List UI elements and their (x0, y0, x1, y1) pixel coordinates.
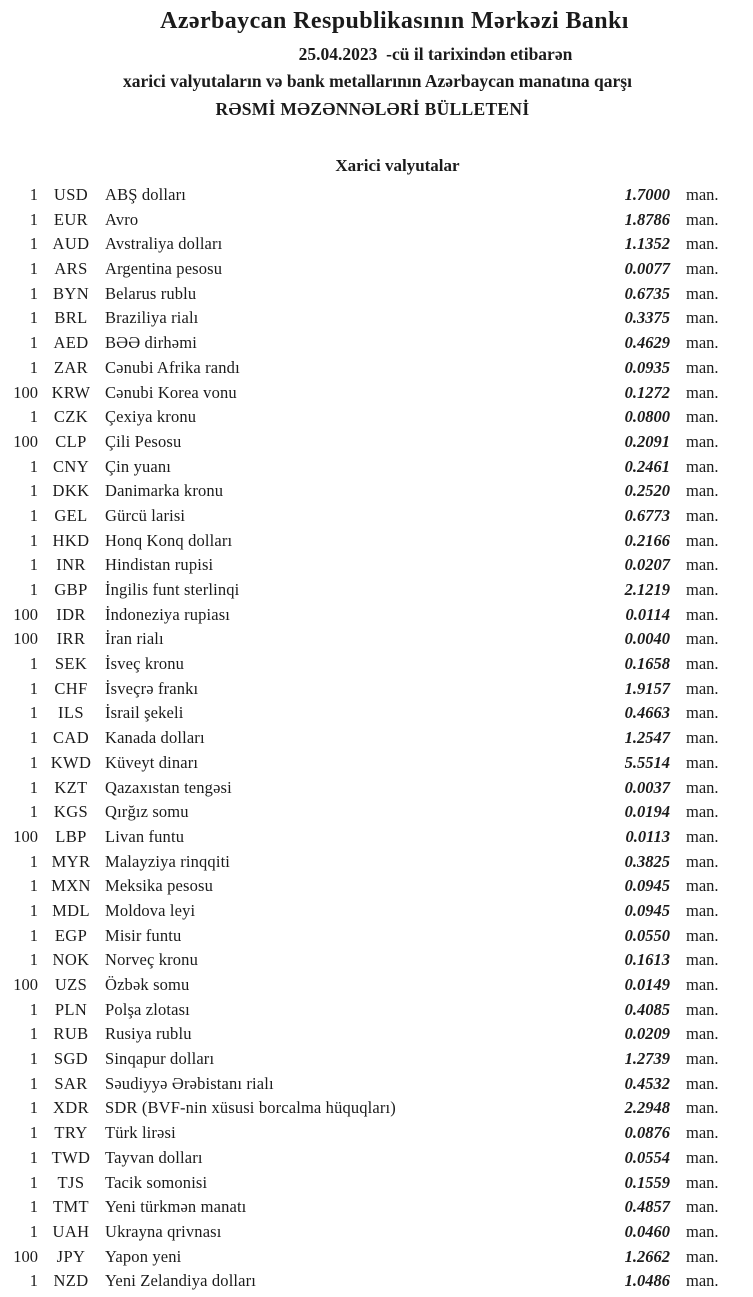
rate-nominal: 1 (29, 1271, 38, 1291)
rate-row (0, 504, 753, 529)
currency-name: Çin yuanı (105, 456, 171, 476)
rate-row (0, 701, 753, 726)
rate-value: 0.0207 (624, 555, 670, 575)
rate-nominal: 1 (29, 580, 38, 599)
rate-nominal: 1 (29, 999, 38, 1019)
unit-label: man. (686, 1024, 719, 1044)
rate-row (0, 948, 753, 973)
currency-code: AUD (52, 234, 90, 254)
unit-label: man. (686, 283, 719, 303)
currency-code: CNY (52, 456, 90, 476)
rate-row (0, 776, 753, 801)
rate-nominal: 1 (29, 950, 38, 970)
rate-row (0, 973, 753, 998)
currency-name: Səudiyyə Ərəbistanı rialı (105, 1073, 274, 1093)
currency-name: Rusiya rublu (105, 1024, 192, 1044)
rate-value: 0.0945 (624, 900, 670, 920)
rate-nominal: 1 (29, 555, 38, 575)
rate-row (0, 529, 753, 554)
currency-code: KWD (50, 752, 92, 772)
unit-label: man. (686, 900, 719, 920)
unit-label: man. (686, 851, 719, 871)
rate-value: 0.1559 (624, 1172, 670, 1192)
currency-name: Yapon yeni (105, 1246, 182, 1266)
currency-name: Norveç kronu (105, 950, 198, 970)
rate-nominal: 1 (29, 900, 38, 920)
currency-name: Türk lirəsi (105, 1123, 176, 1143)
rate-nominal: 1 (29, 357, 38, 377)
rate-value: 0.4629 (624, 333, 670, 353)
rate-value: 0.0935 (624, 357, 670, 377)
rate-nominal: 1 (29, 925, 38, 945)
unit-label: man. (686, 1246, 719, 1266)
rate-nominal: 1 (29, 407, 38, 427)
rate-nominal: 1 (29, 308, 38, 328)
currency-name: Argentina pesosu (105, 259, 223, 279)
rate-row (0, 553, 753, 578)
currency-code: ZAR (53, 357, 89, 377)
currency-code: KGS (53, 802, 89, 822)
currency-code: SAR (54, 1073, 88, 1093)
currency-code: TJS (57, 1172, 85, 1192)
currency-name: Qazaxıstan tengəsi (105, 777, 232, 797)
rate-value: 0.0077 (624, 259, 670, 279)
unit-label: man. (686, 555, 719, 575)
currency-code: TWD (51, 1147, 91, 1167)
unit-label: man. (686, 259, 719, 279)
unit-label: man. (686, 876, 719, 896)
currency-code: SGD (53, 1049, 89, 1069)
rate-row (0, 825, 753, 850)
unit-label: man. (686, 1098, 719, 1118)
currency-code: ILS (58, 703, 84, 723)
unit-label: man. (686, 777, 719, 797)
rate-row (0, 479, 753, 504)
currency-code: NZD (53, 1271, 89, 1291)
currency-name: İran rialı (105, 629, 164, 649)
currency-code: UAH (52, 1221, 90, 1241)
currency-name: Cənubi Korea vonu (105, 382, 237, 402)
currency-name: Avstraliya dolları (105, 234, 223, 254)
rate-nominal: 1 (29, 851, 38, 871)
currency-code: BRL (54, 308, 88, 328)
rate-value: 0.0194 (624, 802, 670, 822)
rate-value: 0.2166 (624, 530, 670, 550)
rate-row (0, 356, 753, 381)
currency-name: Avro (105, 209, 139, 229)
rate-nominal: 1 (29, 728, 38, 748)
currency-name: Honq Konq dolları (105, 530, 233, 550)
unit-label: man. (686, 382, 719, 402)
unit-label: man. (686, 333, 719, 353)
currency-code: IDR (56, 604, 86, 624)
rate-row (0, 405, 753, 430)
rate-value: 0.0037 (624, 777, 670, 797)
rate-nominal: 1 (29, 777, 38, 797)
unit-label: man. (686, 209, 719, 229)
currency-name: Meksika pesosu (105, 876, 213, 896)
currency-code: KZT (54, 777, 88, 797)
currency-code: BYN (52, 283, 90, 303)
currency-code: EUR (53, 209, 89, 229)
rate-nominal: 1 (29, 1197, 38, 1217)
rate-value: 0.2461 (624, 456, 670, 476)
rate-nominal: 1 (29, 1147, 38, 1167)
rate-nominal: 1 (29, 1123, 38, 1143)
rate-value: 0.4857 (624, 1197, 670, 1217)
currency-name: Kanada dolları (105, 728, 205, 748)
unit-label: man. (686, 1049, 719, 1069)
rate-nominal: 100 (13, 1246, 38, 1266)
unit-label: man. (686, 1123, 719, 1143)
rate-row (0, 1096, 753, 1121)
unit-label: man. (686, 1172, 719, 1192)
rate-nominal: 100 (13, 629, 38, 649)
unit-label: man. (686, 629, 719, 649)
rate-row (0, 874, 753, 899)
rate-value: 1.7000 (624, 185, 670, 204)
currency-name: Cənubi Afrika randı (105, 357, 240, 377)
rate-row (0, 1121, 753, 1146)
bulletin-title: RƏSMİ MƏZƏNNƏLƏRİ BÜLLETENİ (215, 99, 530, 119)
currency-code: KRW (51, 382, 91, 402)
unit-label: man. (686, 802, 719, 822)
unit-label: man. (686, 1197, 719, 1217)
unit-label: man. (686, 999, 719, 1019)
rate-value: 0.0460 (624, 1221, 670, 1241)
currency-name: Çili Pesosu (105, 431, 182, 451)
currency-code: MYR (51, 851, 91, 871)
rate-value: 0.2520 (624, 481, 670, 501)
currency-code: XDR (52, 1098, 90, 1118)
rate-value: 0.6735 (624, 283, 670, 303)
currency-code: INR (56, 555, 86, 575)
rate-value: 1.0486 (624, 1271, 670, 1291)
rate-value: 0.0800 (624, 407, 670, 427)
currency-code: CHF (54, 678, 88, 698)
rate-row (0, 208, 753, 233)
rate-nominal: 100 (13, 604, 38, 624)
rate-nominal: 1 (29, 505, 38, 525)
currency-code: MXN (51, 876, 91, 896)
currency-name: ABŞ dolları (105, 185, 186, 204)
rate-nominal: 1 (29, 1172, 38, 1192)
rate-nominal: 1 (29, 283, 38, 303)
currency-name: SDR (BVF-nin xüsusi borcalma hüquqları) (105, 1098, 396, 1118)
rate-nominal: 100 (13, 826, 38, 846)
rate-row (0, 1047, 753, 1072)
rate-nominal: 1 (29, 752, 38, 772)
rate-value: 0.1613 (624, 950, 670, 970)
rate-row (0, 282, 753, 307)
rate-value: 0.0554 (624, 1147, 670, 1167)
currency-name: Ukrayna qrivnası (105, 1221, 222, 1241)
currency-name: İndoneziya rupiası (105, 604, 231, 624)
unit-label: man. (686, 234, 719, 254)
rate-value: 0.0876 (624, 1123, 670, 1143)
rate-value: 0.1658 (624, 654, 670, 674)
exchange-rates-table (0, 183, 753, 1294)
rate-row (0, 232, 753, 257)
unit-label: man. (686, 925, 719, 945)
rate-row (0, 998, 753, 1023)
unit-label: man. (686, 505, 719, 525)
unit-label: man. (686, 1271, 719, 1291)
rate-value: 1.9157 (624, 678, 670, 698)
rate-row (0, 924, 753, 949)
rate-row (0, 677, 753, 702)
rate-nominal: 1 (29, 654, 38, 674)
currency-name: Livan funtu (105, 826, 185, 846)
rate-value: 0.0209 (624, 1024, 670, 1044)
currency-name: İsrail şekeli (105, 703, 184, 723)
rate-value: 0.0113 (625, 826, 670, 846)
currency-name: Gürcü larisi (105, 505, 186, 525)
currency-name: Tayvan dolları (105, 1147, 203, 1167)
rate-row (0, 1220, 753, 1245)
unit-label: man. (686, 728, 719, 748)
rate-value: 1.2547 (624, 728, 670, 748)
rate-nominal: 100 (13, 975, 38, 994)
currency-code: CLP (55, 431, 87, 451)
rate-row (0, 652, 753, 677)
currency-code: GBP (54, 580, 88, 599)
currency-name: Danimarka kronu (105, 481, 224, 501)
rate-value: 1.2662 (624, 1246, 670, 1266)
rate-row (0, 1245, 753, 1270)
unit-label: man. (686, 1073, 719, 1093)
currency-code: JPY (56, 1246, 86, 1266)
currency-code: GEL (54, 505, 88, 525)
rate-row (0, 306, 753, 331)
currency-code: UZS (54, 975, 88, 994)
unit-label: man. (686, 431, 719, 451)
unit-label: man. (686, 703, 719, 723)
currency-name: Yeni türkmən manatı (105, 1197, 247, 1217)
unit-label: man. (686, 530, 719, 550)
rate-nominal: 1 (29, 456, 38, 476)
currency-code: SEK (54, 654, 88, 674)
rate-value: 0.0945 (624, 876, 670, 896)
rate-row (0, 455, 753, 480)
rate-nominal: 1 (29, 1073, 38, 1093)
currency-name: İsveç kronu (105, 654, 185, 674)
rate-nominal: 1 (29, 481, 38, 501)
rate-value: 0.4085 (624, 999, 670, 1019)
rate-nominal: 100 (13, 431, 38, 451)
rate-row (0, 1171, 753, 1196)
rate-nominal: 100 (13, 382, 38, 402)
currency-name: Moldova leyi (105, 900, 196, 920)
currency-name: Küveyt dinarı (105, 752, 199, 772)
currency-code: DKK (52, 481, 90, 501)
currency-name: Sinqapur dolları (105, 1049, 215, 1069)
currency-code: EGP (54, 925, 88, 945)
rate-nominal: 1 (29, 209, 38, 229)
currency-code: HKD (52, 530, 90, 550)
rate-value: 1.1352 (624, 234, 670, 254)
unit-label: man. (686, 407, 719, 427)
currency-code: PLN (54, 999, 88, 1019)
unit-label: man. (686, 678, 719, 698)
currency-code: IRR (56, 629, 86, 649)
currency-name: Polşa zlotası (105, 999, 190, 1019)
currency-name: İsveçrə frankı (105, 678, 199, 698)
rate-row (0, 603, 753, 628)
currency-name: Qırğız somu (105, 802, 189, 822)
currency-code: ARS (54, 259, 88, 279)
rate-value: 0.4663 (624, 703, 670, 723)
unit-label: man. (686, 1147, 719, 1167)
unit-label: man. (686, 357, 719, 377)
currency-name: BƏƏ dirhəmi (105, 333, 197, 353)
currency-name: Çexiya kronu (105, 407, 197, 427)
currency-name: İngilis funt sterlinqi (105, 580, 240, 599)
rate-value: 0.6773 (624, 505, 670, 525)
rate-nominal: 1 (29, 703, 38, 723)
rate-nominal: 1 (29, 1098, 38, 1118)
currency-name: Tacik somonisi (105, 1172, 208, 1192)
unit-label: man. (686, 752, 719, 772)
rate-row (0, 751, 753, 776)
rate-row (0, 899, 753, 924)
rate-nominal: 1 (29, 1221, 38, 1241)
rate-nominal: 1 (29, 259, 38, 279)
unit-label: man. (686, 456, 719, 476)
rate-value: 0.3375 (624, 308, 670, 328)
rate-row (0, 381, 753, 406)
currency-code: LBP (55, 826, 87, 846)
rate-row (0, 800, 753, 825)
rate-value: 5.5514 (624, 752, 670, 772)
currency-name: Braziliya rialı (105, 308, 199, 328)
currency-code: MDL (52, 900, 90, 920)
rate-nominal: 1 (29, 1024, 38, 1044)
section-title-foreign-currencies: Xarici valyutalar (335, 156, 460, 175)
unit-label: man. (686, 826, 719, 846)
currency-code: AED (53, 333, 89, 353)
rate-row (0, 430, 753, 455)
rate-nominal: 1 (29, 530, 38, 550)
rate-row (0, 183, 753, 208)
unit-label: man. (686, 308, 719, 328)
currency-code: NOK (52, 950, 90, 970)
currency-name: Yeni Zelandiya dolları (105, 1271, 257, 1291)
currency-code: USD (53, 185, 89, 204)
rate-value: 0.0114 (625, 604, 670, 624)
rate-row (0, 850, 753, 875)
currency-code: TRY (54, 1123, 88, 1143)
currency-code: TMT (52, 1197, 90, 1217)
rate-nominal: 1 (29, 234, 38, 254)
rate-row (0, 726, 753, 751)
rate-nominal: 1 (29, 333, 38, 353)
effective-date-line: 25.04.2023 -cü il tarixindən etibarən (298, 44, 573, 64)
bulletin-subtitle: xarici valyutaların və bank metallarının Azərbaycan manatına qarşı (123, 71, 632, 91)
rate-value: 0.0550 (624, 925, 670, 945)
unit-label: man. (686, 975, 719, 994)
rate-row (0, 331, 753, 356)
rate-value: 0.0149 (624, 975, 670, 994)
rate-row (0, 578, 753, 603)
rate-value: 0.4532 (624, 1073, 670, 1093)
rate-row (0, 257, 753, 282)
unit-label: man. (686, 604, 719, 624)
rate-value: 2.1219 (624, 580, 670, 599)
rate-nominal: 1 (29, 1049, 38, 1069)
rate-value: 0.3825 (624, 851, 670, 871)
unit-label: man. (686, 481, 719, 501)
unit-label: man. (686, 580, 719, 599)
rate-row (0, 1022, 753, 1047)
rate-row (0, 1072, 753, 1097)
rate-value: 1.8786 (624, 209, 670, 229)
rate-value: 2.2948 (624, 1098, 670, 1118)
currency-name: Belarus rublu (105, 283, 197, 303)
currency-code: CAD (52, 728, 90, 748)
currency-name: Misir funtu (105, 925, 182, 945)
rate-nominal: 1 (29, 678, 38, 698)
rate-value: 0.2091 (624, 431, 670, 451)
rate-row (0, 627, 753, 652)
currency-name: Hindistan rupisi (105, 555, 214, 575)
rate-nominal: 1 (29, 802, 38, 822)
rate-row (0, 1195, 753, 1220)
rate-nominal: 1 (29, 185, 38, 204)
rate-row (0, 1146, 753, 1171)
bank-name-title: Azərbaycan Respublikasının Mərkəzi Bankı (160, 8, 629, 34)
unit-label: man. (686, 185, 719, 204)
rate-value: 0.1272 (624, 382, 670, 402)
rate-value: 1.2739 (624, 1049, 670, 1069)
rate-value: 0.0040 (624, 629, 670, 649)
unit-label: man. (686, 950, 719, 970)
unit-label: man. (686, 1221, 719, 1241)
rate-nominal: 1 (29, 876, 38, 896)
unit-label: man. (686, 654, 719, 674)
currency-code: CZK (53, 407, 89, 427)
rate-row (0, 1269, 753, 1294)
currency-code: RUB (53, 1024, 89, 1044)
currency-name: Özbək somu (105, 975, 190, 994)
currency-name: Malayziya rinqqiti (105, 851, 231, 871)
